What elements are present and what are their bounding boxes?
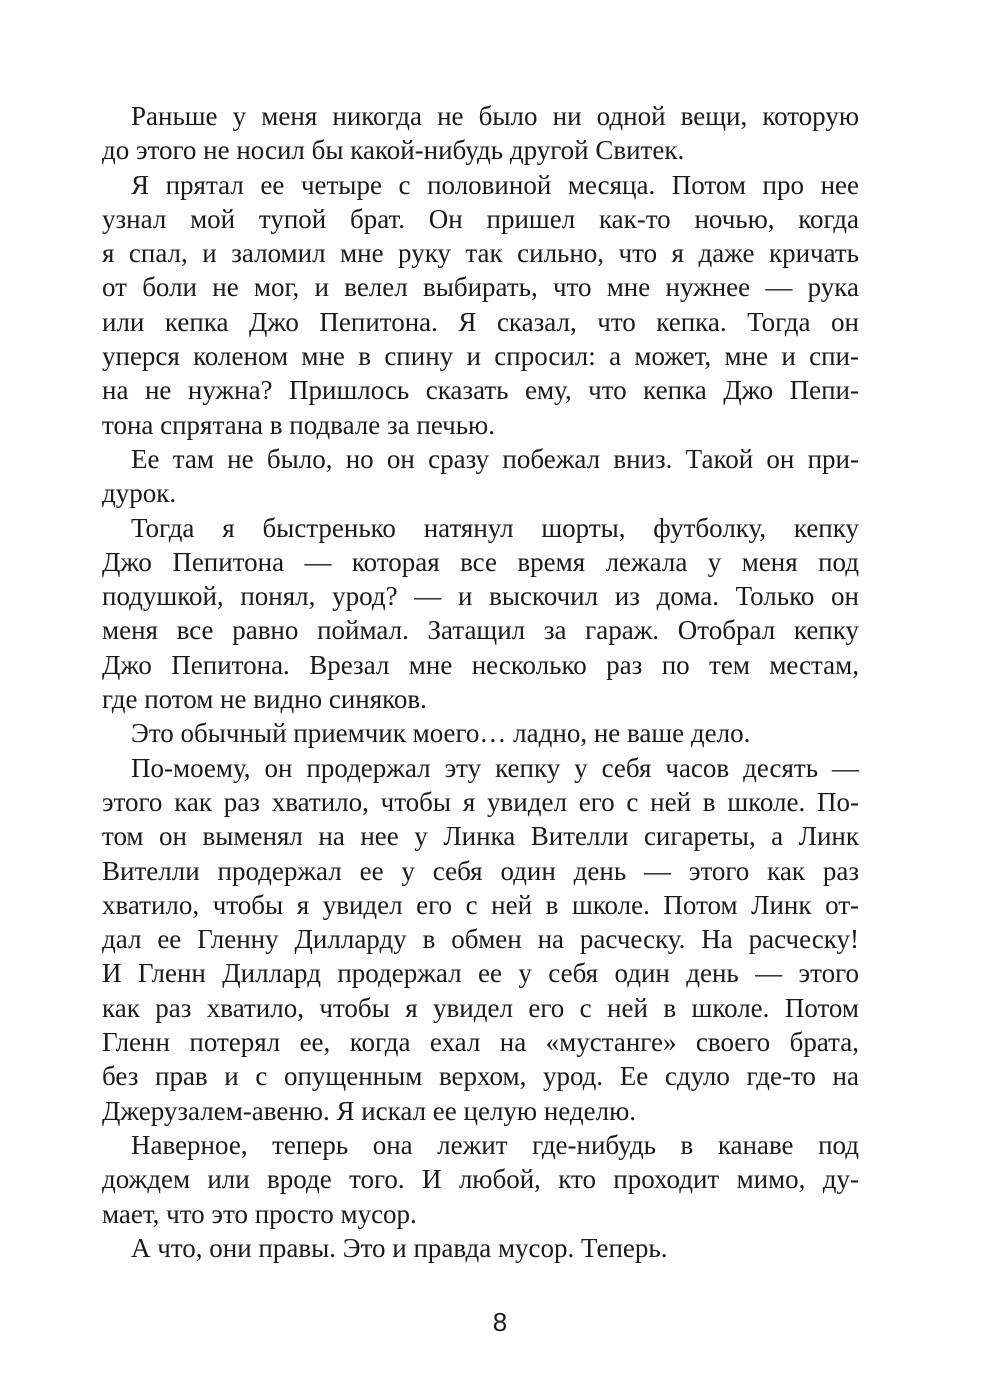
page-text: [102, 99, 859, 1265]
text-line: И Гленн Диллард продержал ее у себя один день — этого: [102, 958, 859, 989]
text-line: тона спрятана в подвале за печью.: [102, 409, 495, 440]
text-line: том он выменял на нее у Линка Вителли сигареты, а Линк: [102, 821, 859, 852]
text-line: без прав и с опущенным верхом, урод. Ее сдуло где-то на: [102, 1061, 859, 1092]
text-line: или кепка Джо Пепитона. Я сказал, что кепка. Тогда он: [102, 306, 859, 337]
text-line: мает, что это просто мусор.: [102, 1198, 417, 1229]
paragraph-6: [102, 751, 859, 1128]
text-line: Тогда я быстренько натянул шорты, футболку, кепку: [131, 512, 859, 543]
text-line: Это обычный приемчик моего… ладно, не ваше дело.: [131, 718, 751, 749]
text-line: Джо Пепитона — которая все время лежала у меня под: [102, 546, 859, 577]
text-line: Я прятал ее четыре с половиной месяца. Потом про нее: [131, 169, 859, 200]
paragraph-4: [102, 511, 859, 717]
text-line: Джо Пепитона. Врезал мне несколько раз по тем местам,: [102, 649, 859, 680]
text-line: подушкой, понял, урод? — и выскочил из дома. Только он: [102, 581, 859, 612]
text-line: По-моему, он продержал эту кепку у себя часов десять —: [131, 752, 859, 783]
text-line: уперся коленом мне в спину и спросил: а может, мне и спи-: [102, 341, 859, 372]
text-line: я спал, и заломил мне руку так сильно, что я даже кричать: [102, 238, 859, 269]
paragraph-7: [102, 1128, 859, 1231]
text-line: дурок.: [102, 478, 177, 509]
text-line: меня все равно поймал. Затащил за гараж. Отобрал кепку: [102, 615, 859, 646]
text-line: как раз хватило, чтобы я увидел его с ней в школе. Потом: [102, 992, 859, 1023]
page-number: 8: [492, 1307, 508, 1337]
text-line: Ее там не было, но он сразу побежал вниз. Такой он при-: [131, 443, 859, 474]
paragraph-1: [102, 99, 859, 168]
text-line: Джерузалем-авеню. Я искал ее целую неделю.: [102, 1095, 637, 1126]
paragraph-5: [102, 716, 859, 750]
text-line: Гленн потерял ее, когда ехал на «мустанге» своего брата,: [102, 1027, 859, 1058]
text-line: Вителли продержал ее у себя один день — этого как раз: [102, 855, 859, 886]
text-line: Наверное, теперь она лежит где-нибудь в канаве под: [131, 1129, 859, 1160]
text-line: узнал мой тупой брат. Он пришел как-то ночью, когда: [102, 203, 859, 234]
text-line: до этого не носил бы какой-нибудь другой Свитек.: [102, 135, 685, 166]
text-line: на не нужна? Пришлось сказать ему, что кепка Джо Пепи-: [102, 375, 859, 406]
text-line: от боли не мог, и велел выбирать, что мне нужнее — рука: [102, 272, 859, 303]
text-line: этого как раз хватило, чтобы я увидел его с ней в школе. По-: [102, 786, 859, 817]
text-line: дал ее Гленну Дилларду в обмен на расческу. На расческу!: [102, 924, 859, 955]
text-line: где потом не видно синяков.: [102, 684, 427, 715]
paragraph-2: [102, 168, 859, 442]
paragraph-8: [102, 1231, 859, 1265]
text-line: хватило, чтобы я увидел его с ней в школе. Потом Линк от-: [102, 889, 859, 920]
text-line: А что, они правы. Это и правда мусор. Теперь.: [131, 1232, 668, 1263]
paragraph-3: [102, 442, 859, 511]
text-line: дождем или вроде того. И любой, кто проходит мимо, ду-: [102, 1164, 859, 1195]
text-line: Раньше у меня никогда не было ни одной вещи, которую: [131, 101, 859, 131]
